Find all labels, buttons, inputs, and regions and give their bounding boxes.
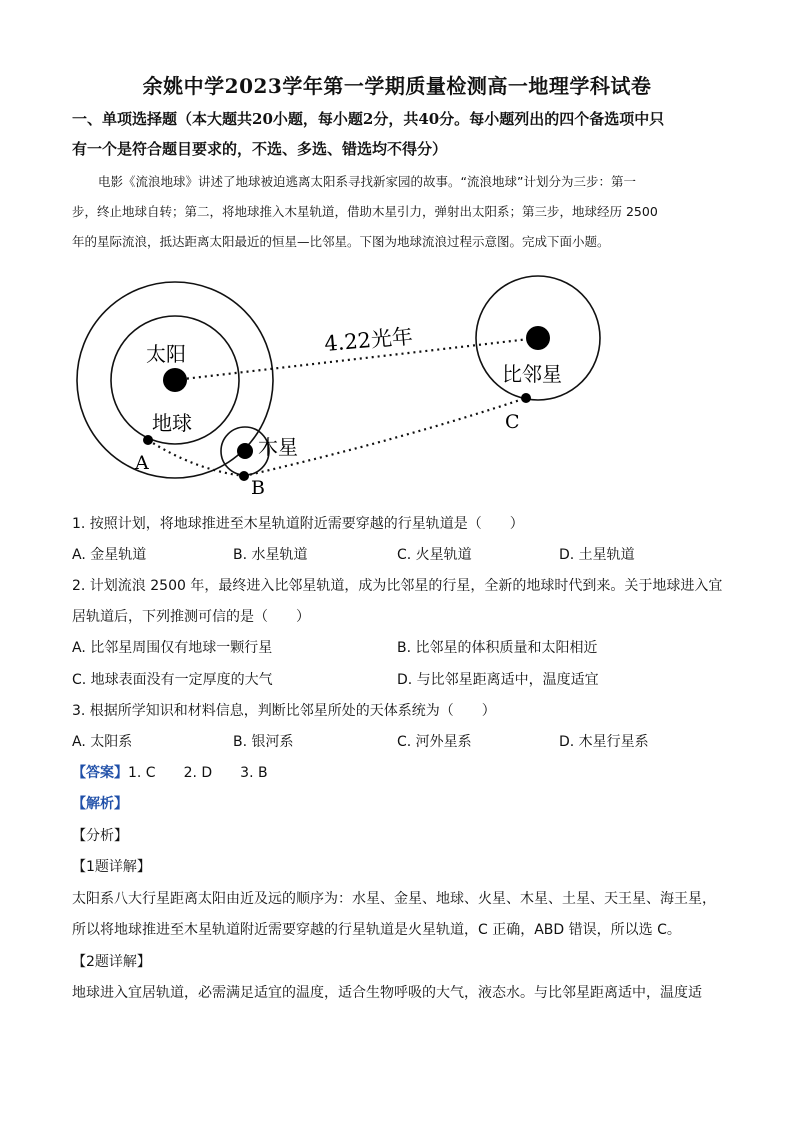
distance-label: 4.22光年 xyxy=(323,324,414,356)
intro-line-1: 电影《流浪地球》讲述了地球被迫逃离太阳系寻找新家园的故事。“流浪地球”计划分为三步：第一 xyxy=(98,174,636,189)
q2-option-b[interactable]: B. 比邻星的体积质量和太阳相近 xyxy=(397,640,598,656)
answer-line xyxy=(72,762,268,784)
q1-option-b[interactable]: B. 水星轨道 xyxy=(233,547,308,563)
section-heading-line-2: 有一个是符合题目要求的，不选、多选、错选均不得分） xyxy=(72,140,448,158)
q2-option-d[interactable]: D. 与比邻星距离适中，温度适宜 xyxy=(397,672,599,688)
point-b-label: B xyxy=(251,477,265,499)
section-heading-line-1: 一、单项选择题（本大题共20小题，每小题2分，共40分。每小题列出的四个备选项中只 xyxy=(72,110,665,128)
earth-label: 地球 xyxy=(152,411,192,435)
answer-label: 【答案】 xyxy=(72,765,128,781)
answer-value: 1. C 2. D 3. B xyxy=(128,765,268,781)
earth-point-a xyxy=(143,435,153,445)
q1-option-c[interactable]: C. 火星轨道 xyxy=(397,547,472,563)
question-3-stem: 3. 根据所学知识和材料信息，判断比邻星所处的天体系统为（ ） xyxy=(72,703,496,719)
fenxi-label: 【分析】 xyxy=(72,828,128,844)
q3-option-b[interactable]: B. 银河系 xyxy=(233,734,294,750)
page-title: 余姚中学2023学年第一学期质量检测高一地理学科试卷 xyxy=(142,74,652,98)
detail-2-label: 【2题详解】 xyxy=(72,954,151,970)
analysis-label: 【解析】 xyxy=(72,796,128,812)
question-1-stem: 1. 按照计划，将地球推进至木星轨道附近需要穿越的行星轨道是（ ） xyxy=(72,516,524,532)
intro-line-3: 年的星际流浪，抵达距离太阳最近的恒星—比邻星。下图为地球流浪过程示意图。完成下面小题。 xyxy=(72,234,610,249)
detail-2-line-1: 地球进入宜居轨道，必需满足适宜的温度，适合生物呼吸的大气，液态水。与比邻星距离适中，温度适 xyxy=(72,985,702,1001)
q3-option-a[interactable]: A. 太阳系 xyxy=(72,734,133,750)
proxima-dot xyxy=(526,326,550,350)
q1-option-d[interactable]: D. 土星轨道 xyxy=(559,547,635,563)
sun-label: 太阳 xyxy=(146,342,186,366)
q1-option-a[interactable]: A. 金星轨道 xyxy=(72,547,147,563)
point-c-dot xyxy=(521,393,531,403)
q3-option-d[interactable]: D. 木星行星系 xyxy=(559,734,649,750)
point-b-dot xyxy=(239,471,249,481)
detail-1-label: 【1题详解】 xyxy=(72,859,151,875)
detail-1-line-1: 太阳系八大行星距离太阳由近及远的顺序为：水星、金星、地球、火星、木星、土星、天王星、海王星， xyxy=(72,891,716,907)
point-c-label: C xyxy=(505,411,520,433)
jupiter-dot xyxy=(237,443,253,459)
earth-wandering-diagram xyxy=(0,268,794,508)
question-2-stem-line-1: 2. 计划流浪 2500 年，最终进入比邻星轨道，成为比邻星的行星，全新的地球时代到来。关于地球进入宜 xyxy=(72,578,723,594)
detail-1-line-2: 所以将地球推进至木星轨道附近需要穿越的行星轨道是火星轨道，C 正确，ABD 错误，所以选 C。 xyxy=(72,922,681,938)
sun-dot xyxy=(163,368,187,392)
point-a-label: A xyxy=(135,452,149,474)
intro-line-2: 步，终止地球自转；第二，将地球推入木星轨道，借助木星引力，弹射出太阳系；第三步，地球经历 2500 xyxy=(72,204,658,219)
proxima-label: 比邻星 xyxy=(502,362,562,386)
trajectory-a-to-b xyxy=(148,440,244,476)
q2-option-a[interactable]: A. 比邻星周围仅有地球一颗行星 xyxy=(72,640,273,656)
question-2-stem-line-2: 居轨道后，下列推测可信的是（ ） xyxy=(72,609,310,625)
q2-option-c[interactable]: C. 地球表面没有一定厚度的大气 xyxy=(72,672,273,688)
q3-option-c[interactable]: C. 河外星系 xyxy=(397,734,472,750)
jupiter-label: 木星 xyxy=(258,435,298,459)
